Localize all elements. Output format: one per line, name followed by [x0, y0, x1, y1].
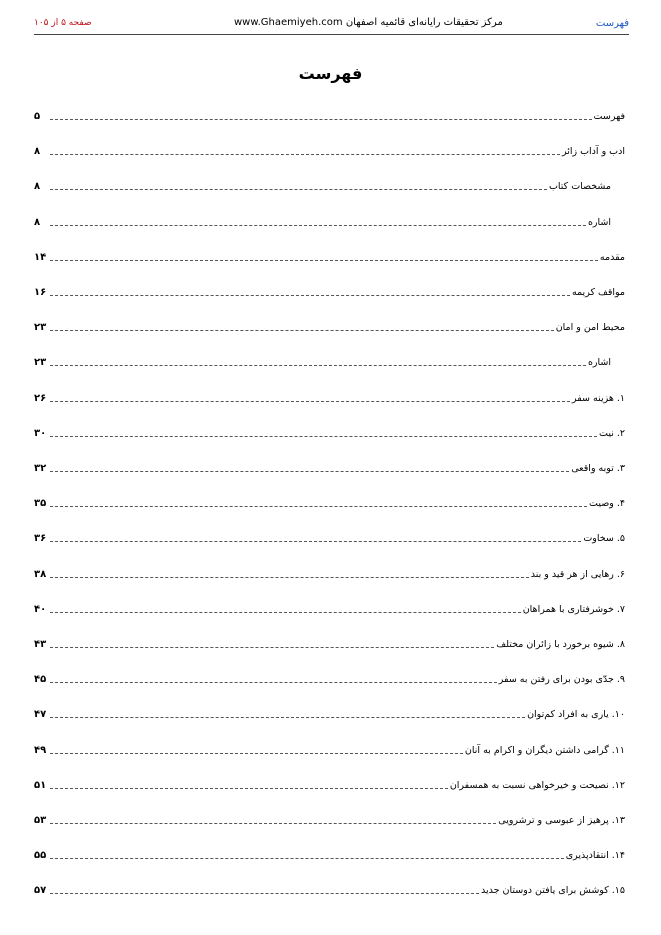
toc-leader: [50, 505, 587, 507]
toc-entry-label: ۷. خوشرفتاری با همراهان: [522, 603, 625, 615]
toc-entry[interactable]: [34, 491, 625, 511]
toc-entry[interactable]: [34, 773, 625, 793]
toc-leader: [50, 752, 463, 754]
toc-entry-label: مواقف کریمه: [571, 287, 625, 298]
toc-entry[interactable]: [34, 139, 625, 159]
toc-entry-page: ۲۳: [34, 322, 47, 334]
toc-leader: [50, 857, 564, 859]
toc-entry[interactable]: [34, 456, 625, 476]
toc-entry-page: ۵: [34, 111, 41, 122]
toc-entry-page: ۴۳: [34, 639, 47, 650]
toc-entry-page: ۸: [34, 216, 41, 228]
toc-entry[interactable]: [34, 808, 625, 828]
toc-entry[interactable]: [34, 210, 625, 230]
toc-leader: [50, 118, 592, 120]
toc-entry-page: ۵۳: [34, 815, 47, 826]
toc-entry[interactable]: [34, 667, 625, 687]
toc-leader: [50, 681, 497, 683]
toc-entry[interactable]: [34, 878, 625, 898]
toc-entry-page: ۴۰: [34, 603, 47, 615]
toc-leader: [50, 435, 597, 437]
toc-entry-page: ۱۴: [34, 251, 47, 263]
toc-entry-label: اشاره: [587, 357, 611, 369]
toc-entry[interactable]: [34, 245, 625, 265]
page-title: فهرست: [298, 64, 363, 83]
toc-entry[interactable]: [34, 280, 625, 300]
toc-leader: [50, 540, 581, 542]
toc-entry[interactable]: [34, 597, 625, 617]
header-publisher: مرکز تحقیقات رایانه‌ای قائمیه اصفهان www.Ghaemiyeh.com: [234, 17, 503, 28]
toc-entry-label: مقدمه: [599, 251, 625, 263]
toc-leader: [50, 787, 448, 789]
toc-leader: [50, 576, 529, 578]
toc-entry-label: ۵. سخاوت: [583, 533, 625, 545]
toc-leader: [50, 329, 554, 331]
toc-entry-page: ۴۵: [34, 674, 47, 686]
toc-entry-page: ۲۶: [34, 392, 47, 404]
toc-entry-label: ۸. شیوه برخورد با زائران مختلف: [496, 639, 625, 650]
toc-entry-page: ۳۰: [34, 427, 47, 439]
toc-entry-page: ۲۳: [34, 357, 47, 369]
toc-entry-page: ۵۱: [34, 779, 47, 791]
header-section-title: فهرست: [595, 18, 629, 29]
toc-entry-label: ۱۳. پرهیز از عبوسی و ترشرویی: [498, 815, 625, 826]
toc-entry-label: مشخصات کتاب: [548, 181, 611, 193]
toc-leader: [50, 470, 569, 472]
toc-entry[interactable]: [34, 526, 625, 546]
toc-entry-page: ۵۷: [34, 885, 47, 897]
toc-entry-label: ۳. توبه واقعی: [571, 463, 625, 474]
toc-entry-label: ۱۵. کوشش برای یافتن دوستان جدید: [481, 885, 625, 897]
toc-entry[interactable]: [34, 315, 625, 335]
toc-entry-label: ۱۰. یاری به افراد کم‌توان: [527, 709, 625, 721]
toc-leader: [50, 188, 547, 190]
toc-entry-label: ۱۴. انتقادپذیری: [565, 850, 625, 862]
toc-entry-label: ۱۱. گرامی داشتن دیگران و اکرام به آنان: [464, 744, 625, 756]
toc-entry-label: ۴. وصیت: [589, 498, 625, 510]
toc-entry[interactable]: [34, 386, 625, 406]
toc-entry[interactable]: [34, 562, 625, 582]
page-header: [34, 12, 629, 35]
toc-leader: [50, 611, 521, 613]
toc-leader: [50, 259, 598, 261]
toc-leader: [50, 400, 570, 402]
toc-entry[interactable]: [34, 174, 625, 194]
toc-entry[interactable]: [34, 843, 625, 863]
header-page-info: صفحه ۵ از ۱۰۵: [34, 18, 92, 28]
toc-leader: [50, 822, 496, 824]
toc-entry-page: ۳۵: [34, 498, 47, 510]
toc-entry-page: ۳۶: [34, 533, 47, 545]
toc-entry-label: فهرست: [593, 111, 625, 122]
toc-leader: [50, 153, 560, 155]
toc-leader: [50, 646, 494, 648]
toc-entry-page: ۸: [34, 146, 41, 158]
toc-entry-label: ۱. هزینه سفر: [571, 392, 625, 404]
toc-entry-page: ۴۹: [34, 744, 47, 756]
toc-entry[interactable]: [34, 104, 625, 124]
toc-entry[interactable]: [34, 421, 625, 441]
toc-leader: [50, 716, 525, 718]
toc-leader: [50, 294, 570, 296]
toc-entry-label: ۶. رهایی از هر قید و بند: [530, 568, 625, 580]
toc-entry-label: ۹. جدّی بودن برای رفتن به سفر: [498, 674, 625, 686]
toc-entry-page: ۳۲: [34, 463, 47, 474]
toc-entry-page: ۸: [34, 181, 41, 193]
toc-entry-label: ادب و آداب زائر: [561, 146, 625, 158]
toc-entry-page: ۴۷: [34, 709, 47, 721]
toc-entry-page: ۳۸: [34, 568, 47, 580]
toc-leader: [50, 364, 586, 366]
toc-leader: [50, 892, 479, 894]
toc-entry[interactable]: [34, 702, 625, 722]
toc-entry-label: ۲. نیت: [599, 427, 625, 439]
toc-entry-label: اشاره: [587, 216, 611, 228]
toc-leader: [50, 224, 586, 226]
toc-entry[interactable]: [34, 350, 625, 370]
toc-entry-label: محیط امن و امان: [555, 322, 625, 334]
toc-entry-page: ۵۵: [34, 850, 47, 862]
toc-entry[interactable]: [34, 738, 625, 758]
toc-entry[interactable]: [34, 632, 625, 652]
toc-entry-label: ۱۲. نصیحت و خیرخواهی نسبت به همسفران: [449, 779, 625, 791]
toc-entry-page: ۱۶: [34, 287, 47, 298]
